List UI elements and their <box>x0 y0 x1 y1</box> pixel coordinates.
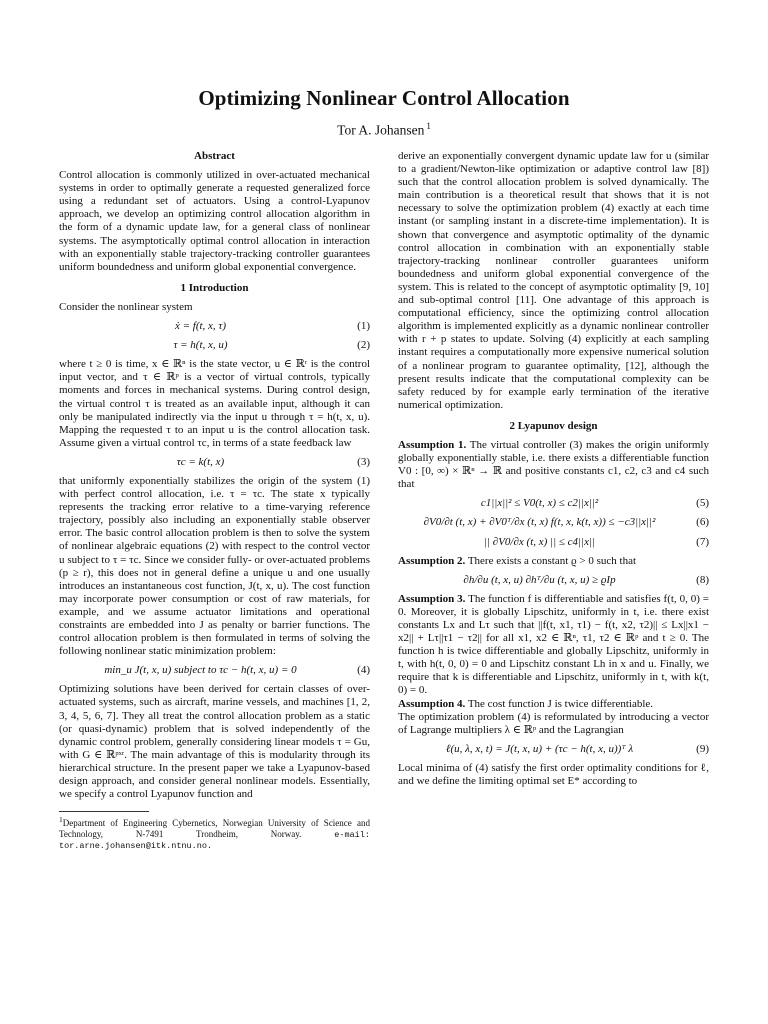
assumption-4-label: Assumption 4. <box>398 697 466 710</box>
assumption-4-text: The cost function J is twice differentiable. <box>467 697 654 710</box>
left-column <box>59 150 370 852</box>
assumption-1 <box>398 439 709 491</box>
assumption-3-label: Assumption 3. <box>398 592 466 605</box>
assumption-4 <box>398 698 709 711</box>
right-paragraph-1: derive an exponentially convergent dynamic update law for u (similar to a gradient/Newton-like optimization or adaptive control law [8]) such that the control allocation problem is solved dynamically. The main contribution is a theoretical result that shows that it is not necessary to solve the optimization problem (4) exactly at each time instant (or sampling instant in a discrete-time implementation). It is shown that convergence and asymptotic optimality of the dynamic control allocation in combination with an exponentially stable trajectory-tracking nonlinear controller guarantees uniform boundedness and uniform global exponential convergence of the system. This is related to the concept of asymptotic optimality [9, 10] and sub-optimal control [11]. One advantage of this approach is computational efficiency, since the optimizing control allocation algorithm is implemented explicitly as a dynamic nonlinear controller with r + p states to update. Solving (4) explicitly at each sampling instant requires a computationally more expensive numerical solution of a nonlinear program to guarantee optimality, [12], although the present results indicate that the computational complexity can be safety reduced by for example early termination of the iterative numerical optimization. <box>398 150 709 411</box>
equation-8 <box>398 574 709 587</box>
equation-1-number: (1) <box>357 320 370 333</box>
right-paragraph-5: The optimization problem (4) is reformulated by introducing a vector of Lagrange multipliers λ ∈ ℝᵖ and the Lagrangian <box>398 710 709 736</box>
assumption-3 <box>398 593 709 698</box>
equation-4-number: (4) <box>357 664 370 677</box>
equation-6-body: ∂V0/∂t (t, x) + ∂V0ᵀ/∂x (t, x) f(t, x, k(t, x)) ≤ −c3||x||² <box>423 516 656 529</box>
equation-2 <box>59 339 370 352</box>
equation-9-body: ℓ(u, λ, x, t) = J(t, x, u) + (τc − h(t, x, u))ᵀ λ <box>445 742 634 755</box>
equation-5-body: c1||x||² ≤ V0(t, x) ≤ c2||x||² <box>480 497 599 510</box>
author-name: Tor A. Johansen <box>337 122 425 138</box>
abstract-text: Control allocation is commonly utilized in over-actuated mechanical systems in order to optimally generate a requested generalized force using a redundant set of actuators. Using a control-Lyapunov approach, we develop an optimizing control allocation algorithm in the form of a dynamic update law, for a general class of nonlinear systems. The asymptotically optimal control allocation in interaction with an exponentially stable trajectory-tracking controller guarantees uniform boundedness and uniform global exponential convergence. <box>59 169 370 273</box>
section-2-heading: 2 Lyapunov design <box>509 419 598 432</box>
equation-7-number: (7) <box>696 535 709 548</box>
equation-5-number: (5) <box>696 497 709 510</box>
assumption-3-text: The function f is differentiable and satisfies f(t, 0, 0) = 0. Moreover, it is globally Lipschitz, uniformly in t, i.e. there exist constants Lx and Lτ such that ||f(t, x1, τ1) − f(t, x2, τ2)|| ≤ Lx||x1 − x2|| + Lτ||τ1 − τ2|| for all x1, x2 ∈ ℝⁿ, τ1, τ2 ∈ ℝᵖ and t ≥ 0. The function h is twice differentiable and globally Lipschitz, uniformly in t, with h(t, 0, 0) = 0 and Lipschitz constant Lh in x and u. Finally, we require that k is differentiable and Lipschitz, uniformly in t, with k(t, 0) = 0. <box>398 592 709 697</box>
equation-4 <box>59 664 370 677</box>
intro-paragraph-2: where t ≥ 0 is time, x ∈ ℝⁿ is the state vector, u ∈ ℝʳ is the control input vector, and τ ∈ ℝᵖ is a vector of virtual controls, typically moments and forces in mechanical systems. During control design, the virtual control τ is treated as an available input, although it can only be manipulated indirectly via the input u through τ = h(t, x, u). Mapping the requested τ to an input u is the control allocation task. Assume given a virtual control τc, in terms of a state feedback law <box>59 358 370 449</box>
footnote-email[interactable]: tor.arne.johansen@itk.ntnu.no. <box>59 841 213 852</box>
equation-3 <box>59 456 370 469</box>
assumption-1-text: The virtual controller (3) makes the origin uniformly globally exponentially stable, i.e. there exists a differentiable function V0 : [0, ∞) × ℝⁿ → ℝ and positive constants c1, c2, c3 and c4 such that <box>398 438 709 491</box>
author-line <box>0 121 768 139</box>
equation-3-number: (3) <box>357 455 370 468</box>
equation-7-body: || ∂V0/∂x (t, x) || ≤ c4||x|| <box>483 535 596 548</box>
author-footnote-mark: 1 <box>426 121 431 131</box>
equation-7 <box>398 536 709 549</box>
equation-4-body: min_u J(t, x, u) subject to τc − h(t, x, u) = 0 <box>104 664 297 677</box>
intro-paragraph-3: that uniformly exponentially stabilizes the origin of the system (1) with perfect control allocation, i.e. τ = τc. The state x typically represents the tracking error relative to a time-varying reference trajectory, possibly also including an exponentially stable observer error. The basic control allocation problem is then to solve the system of nonlinear algebraic equations (2) with respect to the control vector u subject to τ = τc. Since we consider fully- or over-actuated problems (p ≥ r), this does not in general define a unique u and one usually introduces an instantaneous cost function, J(t, x, u). The cost function may incorporate power consumption or cost of raw materials, for example, and we assume actuator limitations and operational constraints are embedded into J as penalty or barrier functions. The control allocation problem is then formulated in terms of solving the following nonlinear static minimization problem: <box>59 474 370 658</box>
abstract-heading: Abstract <box>194 150 235 162</box>
equation-3-body: τc = k(t, x) <box>176 455 225 468</box>
equation-1-body: ẋ = f(t, x, τ) <box>174 320 227 333</box>
footnote <box>59 815 370 852</box>
footnote-text: Department of Engineering Cybernetics, Norwegian University of Science and Technology, N-7491 Trondheim, Norway. <box>59 818 370 839</box>
assumption-2 <box>398 555 709 568</box>
assumption-1-label: Assumption 1. <box>398 438 467 451</box>
footnote-email-label: e-mail: <box>334 829 370 840</box>
intro-paragraph-4: Optimizing solutions have been derived for certain classes of over-actuated systems, such as aircraft, marine vessels, and machines [1, 2, 3, 4, 5, 6, 7]. They all treat the control allocation problem as a static (or quasi-dynamic) problem that is solved independently of the dynamic control problem, generally considering linear models τ = Gu, with G ∈ ℝᵖˣʳ. The main advantage of this is modularity through its hierarchical structure. In the present paper we take a Lyapunov-based design approach, and consider general nonlinear models. Essentially, we specify a control Lyapunov function and <box>59 683 370 801</box>
assumption-2-text: There exists a constant ϱ > 0 such that <box>467 554 637 567</box>
equation-9-number: (9) <box>696 742 709 755</box>
right-column <box>398 150 709 788</box>
equation-9 <box>398 743 709 756</box>
right-paragraph-6: Local minima of (4) satisfy the first order optimality conditions for ℓ, and we define the limiting optimal set E* according to <box>398 761 709 788</box>
equation-2-body: τ = h(t, x, u) <box>173 339 228 352</box>
intro-paragraph-1: Consider the nonlinear system <box>59 300 193 313</box>
intro-heading: 1 Introduction <box>180 281 249 294</box>
equation-8-body: ∂h/∂u (t, x, u) ∂hᵀ/∂u (t, x, u) ≥ ϱIp <box>463 573 616 586</box>
equation-6-number: (6) <box>696 516 709 529</box>
footnote-rule <box>59 811 149 812</box>
equation-2-number: (2) <box>357 339 370 352</box>
footnote-mark: 1 <box>59 815 63 825</box>
assumption-2-label: Assumption 2. <box>398 554 466 567</box>
equation-8-number: (8) <box>696 573 709 586</box>
equation-1 <box>59 320 370 333</box>
paper-title: Optimizing Nonlinear Control Allocation <box>198 86 570 110</box>
equation-5 <box>398 497 709 510</box>
equation-6 <box>398 516 709 529</box>
